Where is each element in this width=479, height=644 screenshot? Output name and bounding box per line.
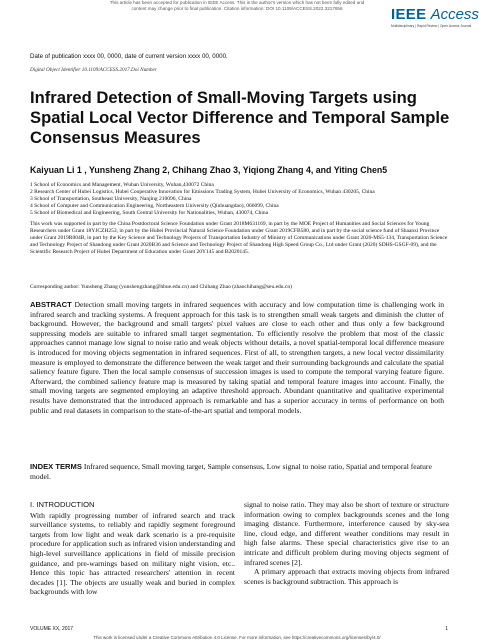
author-list: Kaiyuan Li 1 , Yunsheng Zhang 2, Chihang Zhao 3, Yiqiong Zhang 4, and Yiting Chen5 xyxy=(30,165,388,175)
corresponding-author: Corresponding author: Yunsheng Zhang (yunshengzhang@hbue.edu.cn) and Chihang Zhao (zhaochihang@seu.edu.cn) xyxy=(30,284,292,290)
intro-paragraph-2: A primary approach that extracts moving objects from infrared scenes is background subtraction. This approach is xyxy=(244,567,449,586)
body-column-right xyxy=(244,500,449,586)
section-heading-introduction: I. INTRODUCTION xyxy=(30,500,95,509)
banner-line-1: This article has been accepted for publication in IEEE Access. This is the author's version which has not been fully edited and xyxy=(109,0,365,5)
intro-paragraph-1: With rapidly progressing number of infrared search and track surveillance systems, to reliably and rapidly segment foreground targets from low light and weak dark scenario is a pre-requisite procedure for application such as infrared vision understanding and high-level surveillance applications in field of missile precision guidance, and pre-warnings based on military night vision, etc.. Hence this topic has attracted researchers' attention in recent decades [1]. The objects are usually weak and buried in complex backgrounds with low xyxy=(30,510,235,597)
affiliation-item: 2 Research Center of Hubei Logistics, Hubei Cooperative Innovation for Emissions Trading System, Hubei University of Economics, Wuhan 430205, China xyxy=(30,189,375,195)
body-column-left xyxy=(30,500,235,597)
doi-line: Digital Object Identifier 10.1109/ACCESS.2017.Doi Number xyxy=(30,67,157,73)
license-line: This work is licensed under a Creative Commons Attribution 4.0 License. For more information, see https://creativecommons.org/licenses/by/4.0/ xyxy=(93,635,381,640)
index-terms xyxy=(30,462,444,481)
affiliation-item: 4 School of Computer and Communication Engineering, Northeastern University (Qinhuangdao), 066099, China xyxy=(30,203,279,209)
affiliations xyxy=(30,182,450,217)
footer-volume: VOLUME XX, 2017 xyxy=(30,626,74,632)
index-terms-label: INDEX TERMS xyxy=(30,462,82,471)
intro-paragraph-1-continued: signal to noise ratio. They may also be short of texture or structure information owing to complex backgrounds scenes and the long imaging distance. Furthermore, interference caused by sky-sea line, cloud edge, and different weather conditions may result in high false alarms. These special characteristics give rise to an intricate and difficult problem during moving objects segment of infrared scenes [2]. xyxy=(244,500,449,567)
banner-line-2: content may change prior to final publication. Citation information: DOI 10.1109/ACCESS.2022.3217656 xyxy=(131,6,343,11)
publication-date: Date of publication xxxx 00, 0000, date of current version xxxx 00, 0000. xyxy=(30,53,228,60)
ieee-access-logo xyxy=(391,6,479,31)
affiliation-item: 1 School of Economics and Management, Wuhan University, Wuhan,430072 China xyxy=(30,182,214,188)
logo-ieee-text: IEEE xyxy=(391,6,427,23)
affiliation-item: 3 School of Transportation, Southeast University, Nanjing 210096, China xyxy=(30,196,192,202)
index-terms-text: Infrared sequence, Small moving target, Sample consensus, Low signal to noise ratio, Spatial and temporal feature model. xyxy=(30,462,432,481)
footer-page-number: 1 xyxy=(445,626,448,632)
abstract-text: Detection small moving targets in infrared sequences with accuracy and low computation time is challenging work in infrared search and tracking systems. A frequent approach for this task is to strengthen small weak targets and diminish the clutter of background. However, the background and small targets' pixel values are close to each other and thus only a few background suppressing models are suitable to infrared small target segmentation. To efficiently resolve the problem that most of the classic approaches cannot manage low signal to noise ratio and weak objects without details, a novel spatial-temporal local difference measure is introduced for moving objects segmentation in infrared sequences. First of all, to strengthen targets, a new local vector dissimilarity measure is employed to demonstrate the difference between the weak target and their surrounding backgrounds and calculate the spatial saliency feature figure. Then the local sample consensus of succession images is used to compute the temporal varying feature figure. Afterward, the combined saliency feature map is measured by taking spatial and temporal feature images into account. Finally, the small moving targets are segmented employing an adaptive threshold approach. Abundant quantitative and qualitative experimental results have demonstrated that the introduced approach is remarkable and has a superior accuracy in terms of performance on both public and real datasets in comparison to the state-of-the-art spatial and temporal models. xyxy=(30,300,444,415)
funding-statement: This work was supported in part by the China Postdoctoral Science Foundation under Grant 2018M631169, in part by the MOE Project of Humanities and Social Sciences for Young Researchers under Grant 18YJCZH253, in part by the Hubei Provincial Natural Science Foundation under Grant 2019CFB580, and in part by the social science fund of Shaanxi Province under Grant 2019R004B, in part by the Key Science and Technology Projects of Transportation Industry of Ministry of Communications under Grant 2020-MS5-134, Transportation Science and Technology Project of Shandong under Grant 2020B36 and Science and Technology Project of Shandong High Speed Group Co., Ltd under Grant (2020) SDHS-GSGF-09), and the Scientific Research Project of Hubei Department of Education under Grant 20Y145 and B2020145. xyxy=(30,221,448,255)
affiliation-item: 5 School of Biomedical and Engineering, South Central University for Nationalities, Wuhan, 430074, China xyxy=(30,210,269,216)
abstract xyxy=(30,300,444,415)
logo-access-text: Access xyxy=(430,6,479,23)
logo-tagline: Multidisciplinary | Rapid Review | Open Access Journal xyxy=(391,24,472,28)
abstract-label: ABSTRACT xyxy=(30,300,72,309)
paper-title: Infrared Detection of Small-Moving Targets using Spatial Local Vector Difference and Temporal Sample Consensus Measures xyxy=(30,88,450,147)
